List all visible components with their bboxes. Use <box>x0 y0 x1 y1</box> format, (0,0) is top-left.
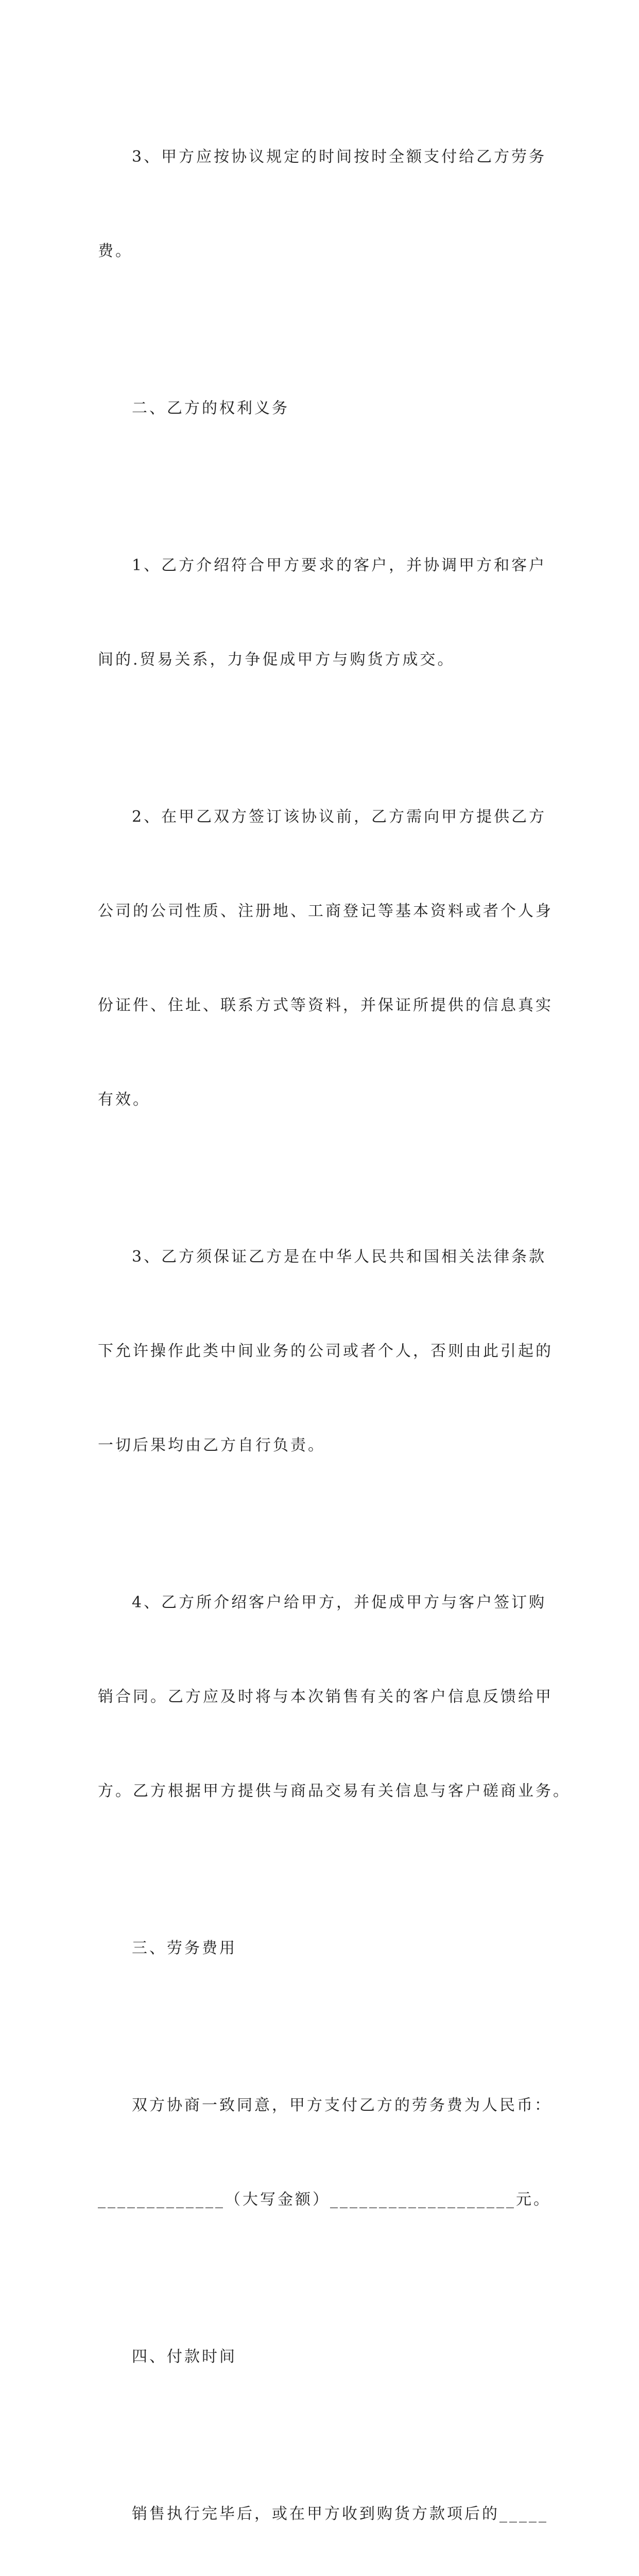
paragraph-sales-contract <box>98 1524 571 1870</box>
paragraph-payment-deadline <box>98 2435 546 2576</box>
paragraph-introduce-clients <box>98 487 546 738</box>
section-heading-service-fee <box>98 1870 546 2027</box>
heading-text: 三、劳务费用 <box>132 1939 237 1957</box>
text-line: 3、乙方须保证乙方是在中华人民共和国相关法律条款 <box>132 1248 547 1266</box>
heading-text: 四、付款时间 <box>132 2348 237 2366</box>
paragraph-party-a-payment <box>98 78 546 330</box>
document-body <box>98 78 571 2576</box>
text-line: 下允许操作此类中间业务的公司或者个人，否则由此引起的 <box>98 1342 553 1360</box>
text-line: 费。 <box>98 242 133 260</box>
section-heading-payment-time <box>98 2278 546 2435</box>
text-line: 3、甲方应按协议规定的时间按时全额支付给乙方劳务 <box>132 148 547 166</box>
text-line: 间的.贸易关系，力争促成甲方与购货方成交。 <box>98 651 455 669</box>
heading-text: 二、乙方的权利义务 <box>132 399 289 417</box>
text-line: 份证件、住址、联系方式等资料，并保证所提供的信息真实 <box>98 996 553 1014</box>
text-line: 一切后果均由乙方自行负责。 <box>98 1436 325 1454</box>
text-line: 双方协商一致同意，甲方支付乙方的劳务费为人民币： <box>132 2096 552 2114</box>
paragraph-fee-amount <box>98 2027 552 2278</box>
text-line: 销售执行完毕后，或在甲方收到购货方款项后的_____ <box>132 2505 548 2523</box>
text-line: _____________（大写金额）___________________元。 <box>98 2191 551 2209</box>
text-line: 方。乙方根据甲方提供与商品交易有关信息与客户磋商业务。 <box>98 1782 571 1800</box>
paragraph-provide-credentials <box>98 738 553 1178</box>
text-line: 1、乙方介绍符合甲方要求的客户，并协调甲方和客户 <box>132 556 547 574</box>
text-line: 有效。 <box>98 1091 150 1109</box>
text-line: 公司的公司性质、注册地、工商登记等基本资料或者个人身 <box>98 902 553 920</box>
text-line: 销合同。乙方应及时将与本次销售有关的客户信息反馈给甲 <box>98 1688 553 1706</box>
section-heading-party-b-rights <box>98 330 546 487</box>
paragraph-legal-compliance <box>98 1178 553 1524</box>
text-line: 4、乙方所介绍客户给甲方，并促成甲方与客户签订购 <box>132 1594 547 1612</box>
text-line: 2、在甲乙双方签订该协议前，乙方需向甲方提供乙方 <box>132 808 547 826</box>
